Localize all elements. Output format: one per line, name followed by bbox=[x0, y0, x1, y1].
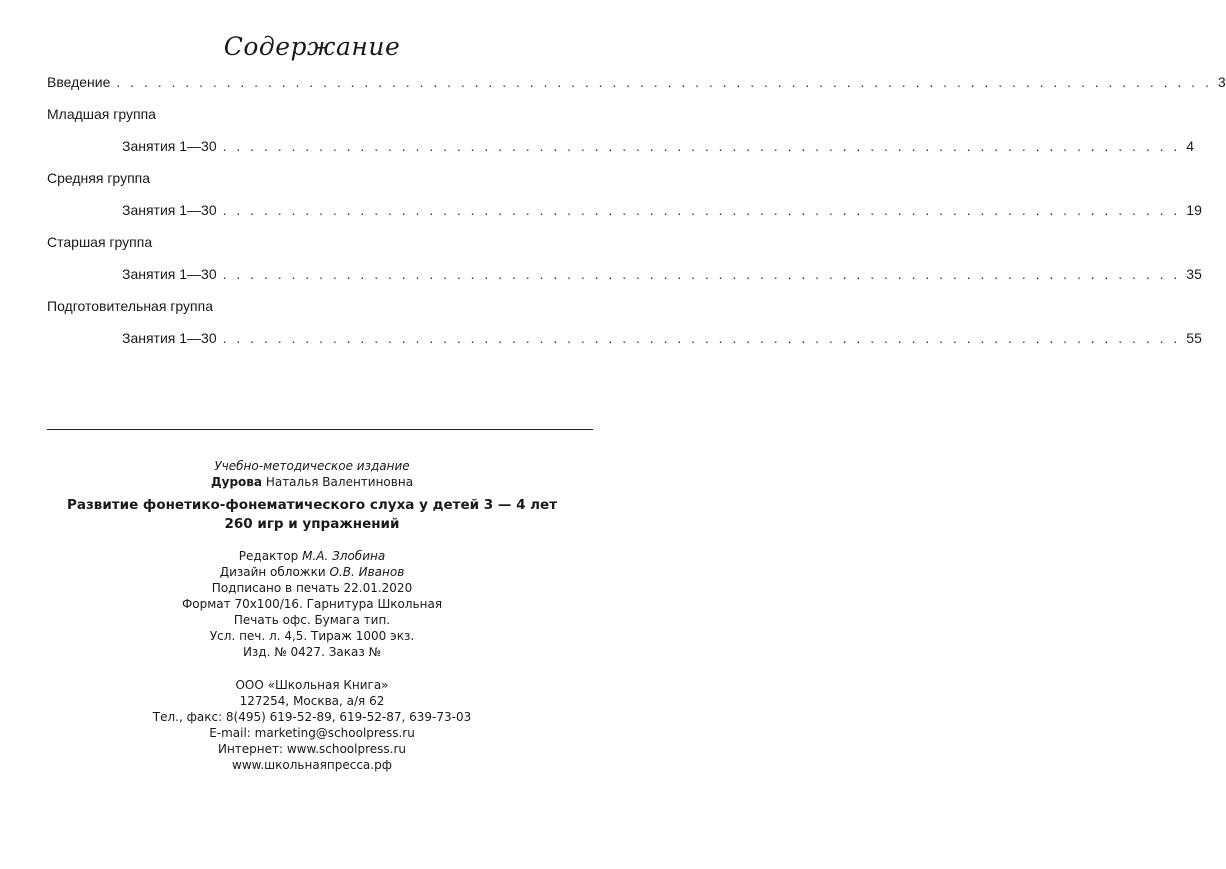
publisher-email: E-mail: marketing@schoolpress.ru bbox=[209, 726, 415, 740]
toc-page-number: 55 bbox=[1186, 330, 1202, 346]
toc-entry-intro bbox=[47, 73, 1226, 91]
toc-entry bbox=[122, 265, 1202, 283]
toc-page-number: 35 bbox=[1186, 266, 1202, 282]
publisher-website-rf: www.школьнаяпресса.рф bbox=[232, 758, 392, 772]
book-subtitle: 260 игр и упражнений bbox=[224, 516, 400, 532]
publisher-website: Интернет: www.schoolpress.ru bbox=[217, 742, 407, 756]
toc-entry-label: Занятия 1—30 bbox=[122, 138, 217, 154]
toc-page-number: 3 bbox=[1217, 74, 1226, 90]
toc-leader-dots: . . . . . . . . . . . . . . . . . . . . . . . . . . . . . . . . . . . . . . . . . . . . . . . . . . . . . . . . . . . . . . . . . . . . . . bbox=[222, 138, 1181, 154]
toc-entry bbox=[122, 329, 1202, 347]
author-given-name: Наталья Валентиновна bbox=[265, 475, 414, 489]
signed-to-print: Подписано в печать 22.01.2020 bbox=[211, 581, 413, 595]
toc-entry bbox=[122, 201, 1202, 219]
toc-entry-label: Занятия 1—30 bbox=[122, 202, 217, 218]
cover-design-name: О.В. Иванов bbox=[329, 565, 405, 579]
toc-entry-label: Занятия 1—30 bbox=[122, 266, 217, 282]
print-run-line: Усл. печ. л. 4,5. Тираж 1000 экз. bbox=[209, 629, 415, 643]
publisher-phone: Тел., факс: 8(495) 619-52-89, 619-52-87, 639-73-03 bbox=[152, 710, 472, 724]
section-divider bbox=[47, 429, 593, 430]
toc-leader-dots: . . . . . . . . . . . . . . . . . . . . . . . . . . . . . . . . . . . . . . . . . . . . . . . . . . . . . . . . . . . . . . . . . . . . . . bbox=[222, 266, 1181, 282]
format-line: Формат 70х100/16. Гарнитура Школьная bbox=[181, 597, 443, 611]
toc-section-heading: Старшая группа bbox=[47, 234, 153, 250]
author-surname: Дурова bbox=[210, 475, 262, 489]
editor-label: Редактор bbox=[238, 549, 299, 563]
toc-leader-dots: . . . . . . . . . . . . . . . . . . . . . . . . . . . . . . . . . . . . . . . . . . . . . . . . . . . . . . . . . . . . . . . . . . . . . . . . . . . . . . . . bbox=[116, 74, 1212, 90]
toc-leader-dots: . . . . . . . . . . . . . . . . . . . . . . . . . . . . . . . . . . . . . . . . . . . . . . . . . . . . . . . . . . . . . . . . . . . . . . bbox=[222, 330, 1181, 346]
toc-entry-label: Занятия 1—30 bbox=[122, 330, 217, 346]
print-type-line: Печать офс. Бумага тип. bbox=[233, 613, 391, 627]
publisher-name: ООО «Школьная Книга» bbox=[235, 678, 389, 692]
cover-design-line bbox=[0, 564, 624, 580]
author-line bbox=[0, 474, 624, 490]
publisher-address: 127254, Москва, а/я 62 bbox=[239, 694, 385, 708]
toc-section-heading: Средняя группа bbox=[47, 170, 151, 186]
toc-page-number: 4 bbox=[1186, 138, 1195, 154]
toc-title: Содержание bbox=[223, 32, 401, 61]
order-line: Изд. № 0427. Заказ № bbox=[242, 645, 382, 659]
toc-section-heading: Подготовительная группа bbox=[47, 298, 213, 314]
cover-design-label: Дизайн обложки bbox=[219, 565, 326, 579]
toc-entry-label: Введение bbox=[47, 74, 111, 90]
toc-page-number: 19 bbox=[1186, 202, 1202, 218]
editor-line bbox=[0, 548, 624, 564]
toc-leader-dots: . . . . . . . . . . . . . . . . . . . . . . . . . . . . . . . . . . . . . . . . . . . . . . . . . . . . . . . . . . . . . . . . . . . . . . bbox=[222, 202, 1181, 218]
toc-section-heading: Младшая группа bbox=[47, 106, 156, 122]
edition-type: Учебно-методическое издание bbox=[214, 459, 410, 473]
book-title: Развитие фонетико-фонематического слуха у детей 3 — 4 лет bbox=[66, 497, 558, 513]
toc-entry bbox=[122, 137, 1195, 155]
editor-name: М.А. Злобина bbox=[302, 549, 386, 563]
